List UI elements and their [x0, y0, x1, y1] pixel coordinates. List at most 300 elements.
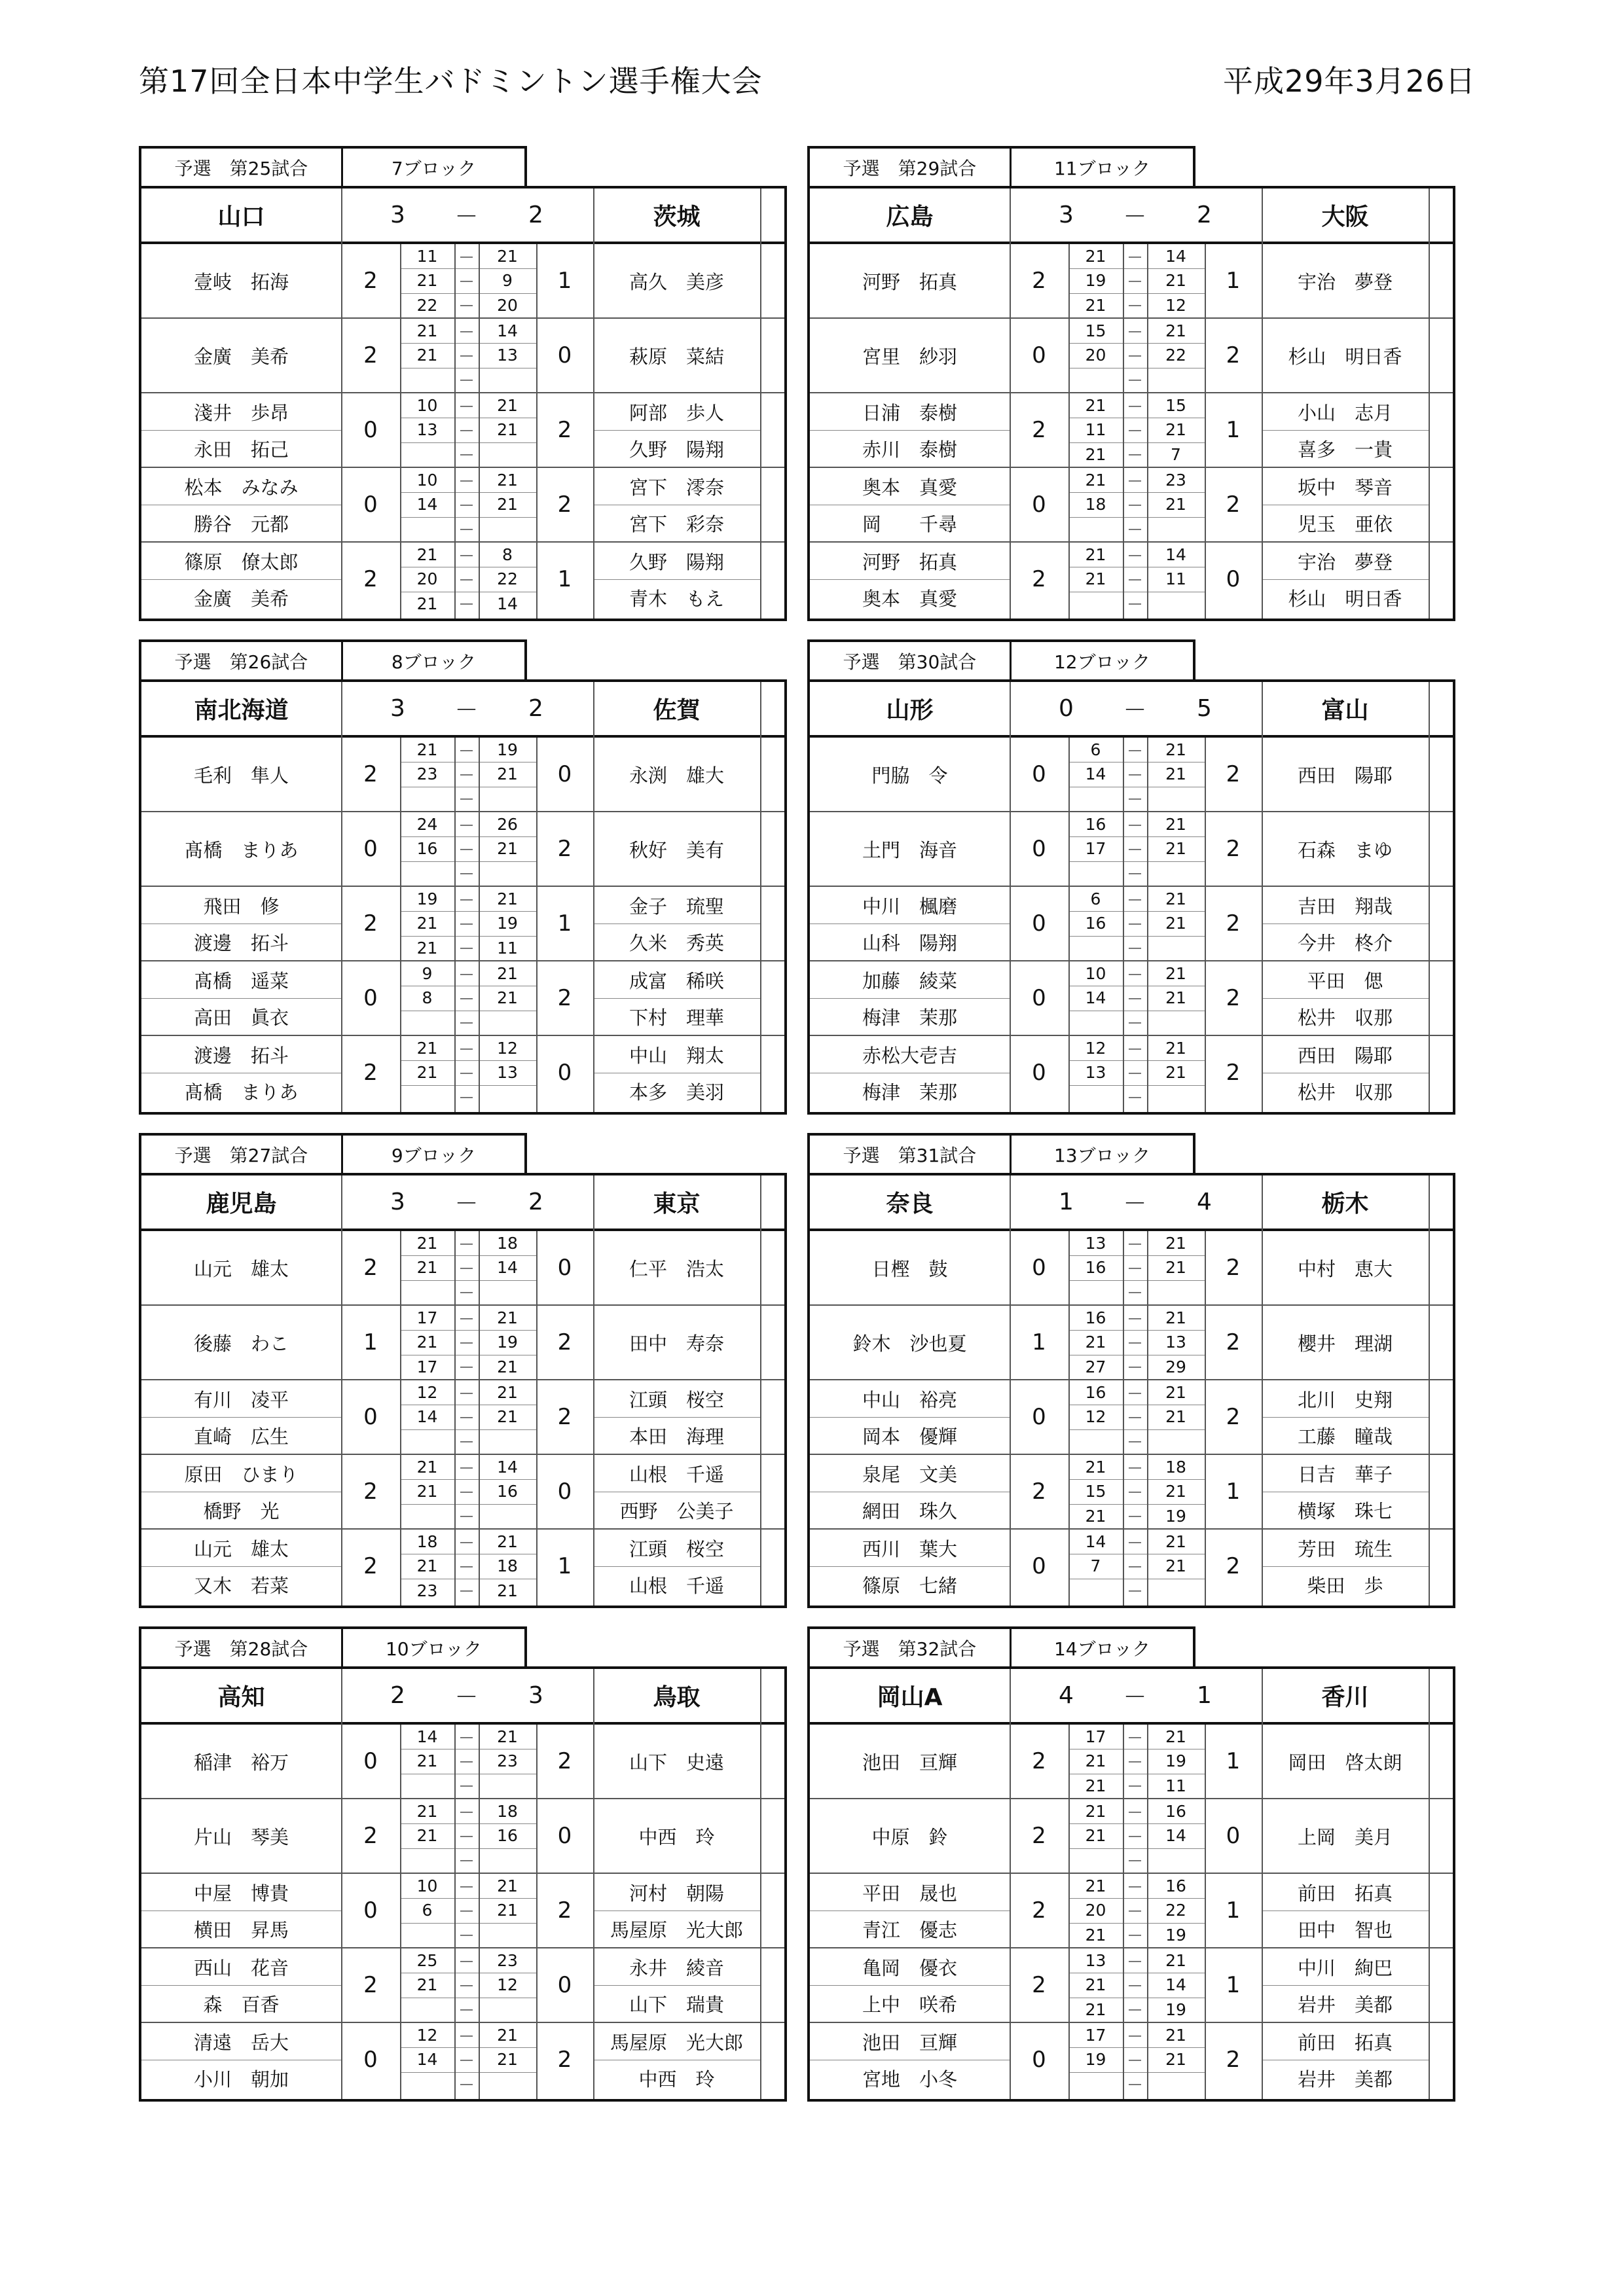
- games-won-b: 0: [557, 1060, 572, 1086]
- game-score-b: [479, 1085, 536, 1109]
- game-score-b: 18: [1165, 1458, 1186, 1477]
- match-table: [139, 186, 787, 621]
- table-row: [141, 393, 784, 468]
- team-a-name: 広島: [886, 204, 934, 230]
- doubles-divider: [141, 1985, 341, 1986]
- game-score-b: [1147, 1579, 1205, 1603]
- table-row: [141, 543, 784, 617]
- player-b-name: 江頭 桜空: [629, 1537, 724, 1560]
- score-dash: －: [458, 840, 475, 859]
- match-label: 予選 第28試合: [141, 1629, 343, 1666]
- player-a-name: 宮地 小冬: [862, 2068, 957, 2090]
- game-score-b: 18: [497, 1234, 518, 1253]
- team-row: [810, 682, 1453, 738]
- team-a-score: 1: [1059, 1189, 1074, 1215]
- game-score-a: 21: [1085, 1975, 1106, 1995]
- games-won-b: 2: [1226, 1404, 1241, 1430]
- game-score-b: [479, 787, 536, 811]
- score-dash: －: [458, 1827, 475, 1846]
- player-b-name: 阿部 歩人: [629, 401, 724, 424]
- player-a-name: 土門 海音: [862, 838, 957, 861]
- score-dash: －: [1126, 1358, 1143, 1378]
- column-divider: [341, 1175, 342, 1605]
- game-score-a: [1068, 787, 1123, 811]
- table-row: [810, 468, 1453, 543]
- score-dash: －: [1126, 322, 1143, 342]
- match-label: 予選 第31試合: [810, 1136, 1012, 1173]
- player-a-name: 河野 拓真: [862, 550, 957, 573]
- game-score-b: 21: [1165, 321, 1186, 341]
- score-dash: －: [458, 939, 475, 959]
- game-score-a: 17: [1085, 1727, 1106, 1747]
- score-dash: －: [458, 1507, 475, 1527]
- game-score-a: [400, 1998, 454, 2022]
- game-score-b: 21: [497, 964, 518, 984]
- match-card: [139, 639, 787, 1115]
- player-a-name: 毛利 隼人: [193, 764, 289, 787]
- doubles-divider: [810, 1985, 1010, 1986]
- score-dash: －: [1126, 1728, 1143, 1748]
- game-score-b: 15: [1165, 396, 1186, 416]
- game-score-a: 27: [1085, 1357, 1106, 1376]
- games-won-b: 0: [557, 342, 572, 368]
- games-won-a: 2: [363, 566, 378, 592]
- score-dash: －: [1126, 1014, 1143, 1033]
- block-label: 9ブロック: [391, 1144, 477, 1166]
- column-divider: [1147, 244, 1148, 619]
- game-score-a: 21: [1085, 1876, 1106, 1896]
- game-score-a: 19: [1085, 271, 1106, 291]
- team-b-score: 2: [528, 695, 543, 722]
- match-tab: [139, 146, 527, 186]
- player-a-name: 池田 亘輝: [862, 1751, 957, 1774]
- team-row: [141, 1669, 784, 1725]
- column-divider: [1205, 1231, 1206, 1605]
- player-b-name: 中村 恵大: [1297, 1257, 1393, 1280]
- game-score-b: 13: [497, 1063, 518, 1083]
- game-score-b: 21: [1165, 1556, 1186, 1576]
- score-dash: －: [1126, 1309, 1143, 1329]
- game-score-b: [479, 1011, 536, 1035]
- game-score-a: 21: [1085, 1458, 1106, 1477]
- game-score-b: 21: [1165, 764, 1186, 784]
- score-dash: －: [458, 2051, 475, 2070]
- games-won-a: 0: [363, 2047, 378, 2073]
- column-divider: [1205, 1725, 1206, 2099]
- team-a-name: 奈良: [886, 1191, 934, 1217]
- score-dash: －: [458, 397, 475, 416]
- score-dash: －: [458, 816, 475, 835]
- table-row: [810, 244, 1453, 319]
- game-score-b: 13: [497, 346, 518, 365]
- game-score-b: 19: [1165, 1506, 1186, 1526]
- game-score-b: 11: [1165, 569, 1186, 589]
- game-score-a: 19: [416, 889, 438, 909]
- game-score-a: [1068, 1848, 1123, 1873]
- player-b-name: 馬屋原 光大郎: [610, 1918, 743, 1941]
- player-b-name: 杉山 明日香: [1288, 345, 1402, 368]
- game-score-a: 21: [416, 1751, 438, 1771]
- score-dash: －: [1126, 1901, 1143, 1921]
- player-b-name: 杉山 明日香: [1288, 587, 1402, 610]
- games-won-a: 0: [363, 836, 378, 862]
- column-divider: [1429, 1669, 1430, 2099]
- player-a-name: 稲津 裕万: [193, 1751, 289, 1774]
- game-score-a: 25: [416, 1951, 438, 1971]
- player-b-name: 櫻井 理湖: [1297, 1332, 1393, 1355]
- player-a-name: 赤松大壱吉: [862, 1044, 957, 1067]
- game-score-b: 21: [1165, 815, 1186, 834]
- team-a-name: 南北海道: [194, 697, 289, 724]
- game-score-b: [479, 1848, 536, 1873]
- game-score-a: 17: [416, 1308, 438, 1328]
- doubles-divider: [810, 579, 1010, 580]
- game-score-b: [1147, 787, 1205, 811]
- game-score-b: 26: [497, 815, 518, 834]
- match-label: 予選 第30試合: [810, 642, 1012, 679]
- games-won-a: 0: [1032, 492, 1046, 518]
- game-score-b: [479, 442, 536, 467]
- games-won-b: 2: [557, 2047, 572, 2073]
- score-dash: －: [458, 322, 475, 342]
- doubles-divider: [141, 1910, 341, 1911]
- score-dash: －: [454, 697, 479, 724]
- game-score-b: 14: [497, 1258, 518, 1278]
- score-dash: －: [458, 1234, 475, 1254]
- score-dash: －: [1126, 741, 1143, 761]
- doubles-divider: [141, 998, 341, 999]
- score-dash: －: [1126, 1507, 1143, 1527]
- table-row: [141, 961, 784, 1036]
- game-score-a: 22: [416, 295, 438, 315]
- game-score-a: [400, 1280, 454, 1304]
- doubles-divider: [1262, 998, 1429, 999]
- game-score-b: [1147, 517, 1205, 541]
- score-dash: －: [1126, 790, 1143, 810]
- game-score-b: 21: [1165, 2026, 1186, 2045]
- player-a-name: 池田 亘輝: [862, 2031, 957, 2054]
- games-won-b: 0: [557, 1255, 572, 1281]
- team-b-score: 3: [528, 1682, 543, 1709]
- game-score-b: 21: [497, 396, 518, 416]
- game-score-b: 21: [497, 1532, 518, 1552]
- score-dash: －: [1126, 371, 1143, 391]
- game-score-a: 21: [416, 938, 438, 958]
- player-b-name: 宇治 夢登: [1297, 550, 1393, 573]
- score-dash: －: [458, 1777, 475, 1797]
- player-a-name: 中川 楓磨: [862, 895, 957, 918]
- games-won-b: 2: [1226, 1255, 1241, 1281]
- table-row: [141, 1231, 784, 1306]
- team-a-score: 4: [1059, 1682, 1074, 1709]
- table-row: [141, 319, 784, 393]
- player-b-name: 青木 もえ: [629, 587, 724, 610]
- match-tab: [807, 146, 1195, 186]
- match-card: [139, 146, 787, 621]
- player-a-name: 髙橋 まりあ: [184, 1081, 299, 1103]
- table-row: [810, 1948, 1453, 2023]
- game-score-a: [400, 368, 454, 392]
- table-row: [810, 1455, 1453, 1530]
- player-a-name: 松本 みなみ: [184, 476, 299, 499]
- game-score-b: 11: [497, 938, 518, 958]
- game-score-a: 16: [416, 839, 438, 859]
- doubles-divider: [810, 998, 1010, 999]
- doubles-divider: [593, 1985, 760, 1986]
- game-score-b: 19: [497, 740, 518, 760]
- game-score-a: 21: [416, 740, 438, 760]
- game-score-b: 21: [1165, 2050, 1186, 2070]
- score-dash: －: [458, 1901, 475, 1921]
- table-row: [141, 468, 784, 543]
- score-dash: －: [1126, 2026, 1143, 2046]
- games-won-b: 1: [1226, 268, 1241, 294]
- game-score-a: 13: [416, 420, 438, 440]
- column-divider: [454, 1231, 456, 1605]
- game-score-a: 21: [1085, 1826, 1106, 1846]
- player-a-name: 河野 拓真: [862, 270, 957, 293]
- score-dash: －: [458, 1952, 475, 1971]
- score-dash: －: [1126, 1039, 1143, 1059]
- game-score-b: [1147, 1085, 1205, 1109]
- score-dash: －: [458, 1458, 475, 1478]
- score-dash: －: [458, 296, 475, 316]
- games-won-a: 0: [1032, 910, 1046, 937]
- player-a-name: 山元 雄太: [193, 1257, 289, 1280]
- column-divider: [1205, 244, 1206, 619]
- games-won-a: 0: [363, 492, 378, 518]
- team-row: [810, 1175, 1453, 1231]
- games-won-b: 2: [557, 985, 572, 1011]
- game-score-a: 17: [416, 1357, 438, 1376]
- game-score-a: [400, 2072, 454, 2096]
- score-dash: －: [1126, 495, 1143, 515]
- games-won-b: 2: [557, 1404, 572, 1430]
- table-row: [141, 887, 784, 961]
- player-a-name: 西川 葉大: [862, 1537, 957, 1560]
- score-dash: －: [454, 1191, 479, 1217]
- player-b-name: 久野 陽翔: [629, 550, 724, 573]
- game-score-b: [479, 2072, 536, 2096]
- games-won-a: 0: [363, 417, 378, 443]
- match-card: [807, 639, 1455, 1115]
- game-score-a: 13: [1085, 1234, 1106, 1253]
- score-dash: －: [458, 247, 475, 267]
- game-score-b: 21: [497, 1407, 518, 1427]
- game-score-b: 21: [1165, 271, 1186, 291]
- score-dash: －: [1126, 1433, 1143, 1452]
- doubles-divider: [810, 1417, 1010, 1418]
- team-b-score: 2: [1197, 202, 1212, 228]
- player-b-name: 宮下 澪奈: [629, 476, 724, 499]
- player-a-name: 篠原 僚太郎: [184, 550, 299, 573]
- column-divider: [479, 1231, 480, 1605]
- games-won-a: 2: [1032, 268, 1046, 294]
- game-score-a: [400, 1848, 454, 1873]
- table-row: [810, 1725, 1453, 1799]
- game-score-b: [479, 1280, 536, 1304]
- score-dash: －: [458, 2075, 475, 2095]
- player-b-name: 坂中 琴音: [1297, 476, 1393, 499]
- score-dash: －: [1126, 1333, 1143, 1353]
- team-b-name: 佐賀: [653, 697, 701, 724]
- match-tab: [139, 1133, 527, 1173]
- score-dash: －: [1123, 204, 1147, 230]
- games-won-a: 0: [1032, 836, 1046, 862]
- match-table: [807, 1173, 1455, 1608]
- player-b-name: 久米 秀英: [629, 931, 724, 954]
- player-a-name: 鈴木 沙也夏: [852, 1332, 967, 1355]
- game-score-b: [479, 517, 536, 541]
- game-score-a: 21: [416, 1063, 438, 1083]
- column-divider: [760, 188, 761, 619]
- score-dash: －: [458, 1482, 475, 1502]
- game-score-b: 23: [497, 1751, 518, 1771]
- games-won-a: 0: [1032, 342, 1046, 368]
- block-label: 13ブロック: [1053, 1144, 1151, 1166]
- doubles-divider: [593, 1417, 760, 1418]
- table-row: [141, 1725, 784, 1799]
- player-b-name: 喜多 一貴: [1297, 438, 1393, 461]
- doubles-divider: [593, 998, 760, 999]
- column-divider: [1262, 1669, 1263, 2099]
- player-b-name: 北川 史翔: [1297, 1388, 1393, 1411]
- column-divider: [454, 738, 456, 1112]
- player-b-name: 田中 智也: [1297, 1918, 1393, 1941]
- player-a-name: 直崎 広生: [193, 1425, 289, 1448]
- game-score-a: [400, 1774, 454, 1798]
- game-score-b: [1147, 1280, 1205, 1304]
- player-b-name: 山根 千遥: [629, 1463, 724, 1486]
- team-a-name: 山形: [886, 697, 934, 724]
- games-won-a: 2: [1032, 417, 1046, 443]
- match-label: 予選 第25試合: [141, 149, 343, 186]
- table-row: [810, 1530, 1453, 1604]
- player-a-name: 泉尾 文美: [862, 1463, 957, 1486]
- game-score-a: 14: [416, 495, 438, 514]
- column-divider: [593, 188, 594, 619]
- match-card: [807, 1133, 1455, 1608]
- games-won-a: 2: [363, 1553, 378, 1579]
- score-dash: －: [1126, 1777, 1143, 1797]
- game-score-b: 14: [1165, 1826, 1186, 1846]
- games-won-b: 0: [1226, 1823, 1241, 1849]
- score-dash: －: [1126, 1877, 1143, 1897]
- match-tab: [807, 1626, 1195, 1666]
- score-dash: －: [458, 520, 475, 540]
- games-won-a: 2: [363, 342, 378, 368]
- player-b-name: 宇治 夢登: [1297, 270, 1393, 293]
- score-dash: －: [458, 471, 475, 491]
- score-dash: －: [1126, 939, 1143, 959]
- game-score-b: 21: [1165, 1308, 1186, 1328]
- score-dash: －: [458, 1557, 475, 1577]
- game-score-a: 17: [1085, 2026, 1106, 2045]
- team-b-name: 富山: [1321, 697, 1369, 724]
- score-dash: －: [458, 1803, 475, 1822]
- player-b-name: 上岡 美月: [1297, 1825, 1393, 1848]
- score-dash: －: [458, 1358, 475, 1378]
- score-dash: －: [1126, 570, 1143, 590]
- team-a-score: 3: [390, 695, 405, 722]
- doubles-divider: [810, 1566, 1010, 1567]
- doubles-divider: [810, 1910, 1010, 1911]
- game-score-b: 12: [497, 1039, 518, 1058]
- player-b-name: 萩原 菜結: [629, 345, 724, 368]
- player-a-name: 加藤 綾菜: [862, 969, 957, 992]
- team-b-score: 2: [528, 202, 543, 228]
- column-divider: [1068, 738, 1070, 1112]
- player-b-name: 西野 公美子: [619, 1499, 734, 1522]
- table-row: [141, 1948, 784, 2023]
- game-score-a: 16: [1085, 1308, 1106, 1328]
- score-dash: －: [1123, 697, 1147, 724]
- score-dash: －: [1126, 840, 1143, 859]
- games-won-b: 1: [1226, 1897, 1241, 1924]
- game-score-b: 12: [497, 1975, 518, 1995]
- score-dash: －: [1126, 346, 1143, 366]
- game-score-b: 14: [1165, 1975, 1186, 1995]
- game-score-b: 16: [1165, 1802, 1186, 1821]
- games-won-a: 0: [1032, 985, 1046, 1011]
- game-score-a: 12: [1085, 1407, 1106, 1427]
- games-won-a: 0: [363, 1897, 378, 1924]
- game-score-a: 21: [416, 271, 438, 291]
- table-row: [141, 2023, 784, 2098]
- game-score-a: 23: [416, 1581, 438, 1600]
- game-score-a: 23: [416, 764, 438, 784]
- game-score-b: 21: [1165, 964, 1186, 984]
- team-a-score: 3: [390, 202, 405, 228]
- score-dash: －: [458, 546, 475, 565]
- games-won-b: 0: [557, 761, 572, 787]
- player-b-name: 下村 理華: [629, 1006, 724, 1029]
- game-score-a: 16: [1085, 1383, 1106, 1403]
- game-score-b: 21: [497, 420, 518, 440]
- game-score-a: 24: [416, 815, 438, 834]
- player-a-name: 亀岡 優衣: [862, 1956, 957, 1979]
- player-a-name: 髙橋 遥菜: [193, 969, 289, 992]
- player-b-name: 本多 美羽: [629, 1081, 724, 1103]
- game-score-a: 6: [422, 1901, 433, 1920]
- score-dash: －: [458, 1926, 475, 1946]
- player-a-name: 渡邊 拓斗: [193, 1044, 289, 1067]
- games-won-a: 0: [1032, 761, 1046, 787]
- game-score-b: 21: [1165, 839, 1186, 859]
- game-score-a: 21: [416, 1556, 438, 1576]
- player-b-name: 中西 玲: [638, 1825, 715, 1848]
- game-score-b: 9: [502, 271, 513, 291]
- score-dash: －: [458, 570, 475, 590]
- game-score-b: 29: [1165, 1357, 1186, 1376]
- team-b-name: 茨城: [653, 204, 701, 230]
- table-row: [810, 393, 1453, 468]
- column-divider: [1262, 682, 1263, 1112]
- game-score-a: 21: [1085, 2000, 1106, 2019]
- score-dash: －: [458, 1408, 475, 1427]
- game-score-a: [1068, 2072, 1123, 2096]
- column-divider: [454, 1725, 456, 2099]
- doubles-divider: [1262, 430, 1429, 431]
- games-won-a: 2: [363, 1972, 378, 1998]
- table-row: [141, 1380, 784, 1455]
- game-score-a: 14: [1085, 764, 1106, 784]
- doubles-divider: [1262, 579, 1429, 580]
- games-won-a: 1: [363, 1329, 378, 1355]
- player-a-name: 又木 若菜: [193, 1574, 289, 1597]
- game-score-a: [1068, 368, 1123, 392]
- column-divider: [1147, 1231, 1148, 1605]
